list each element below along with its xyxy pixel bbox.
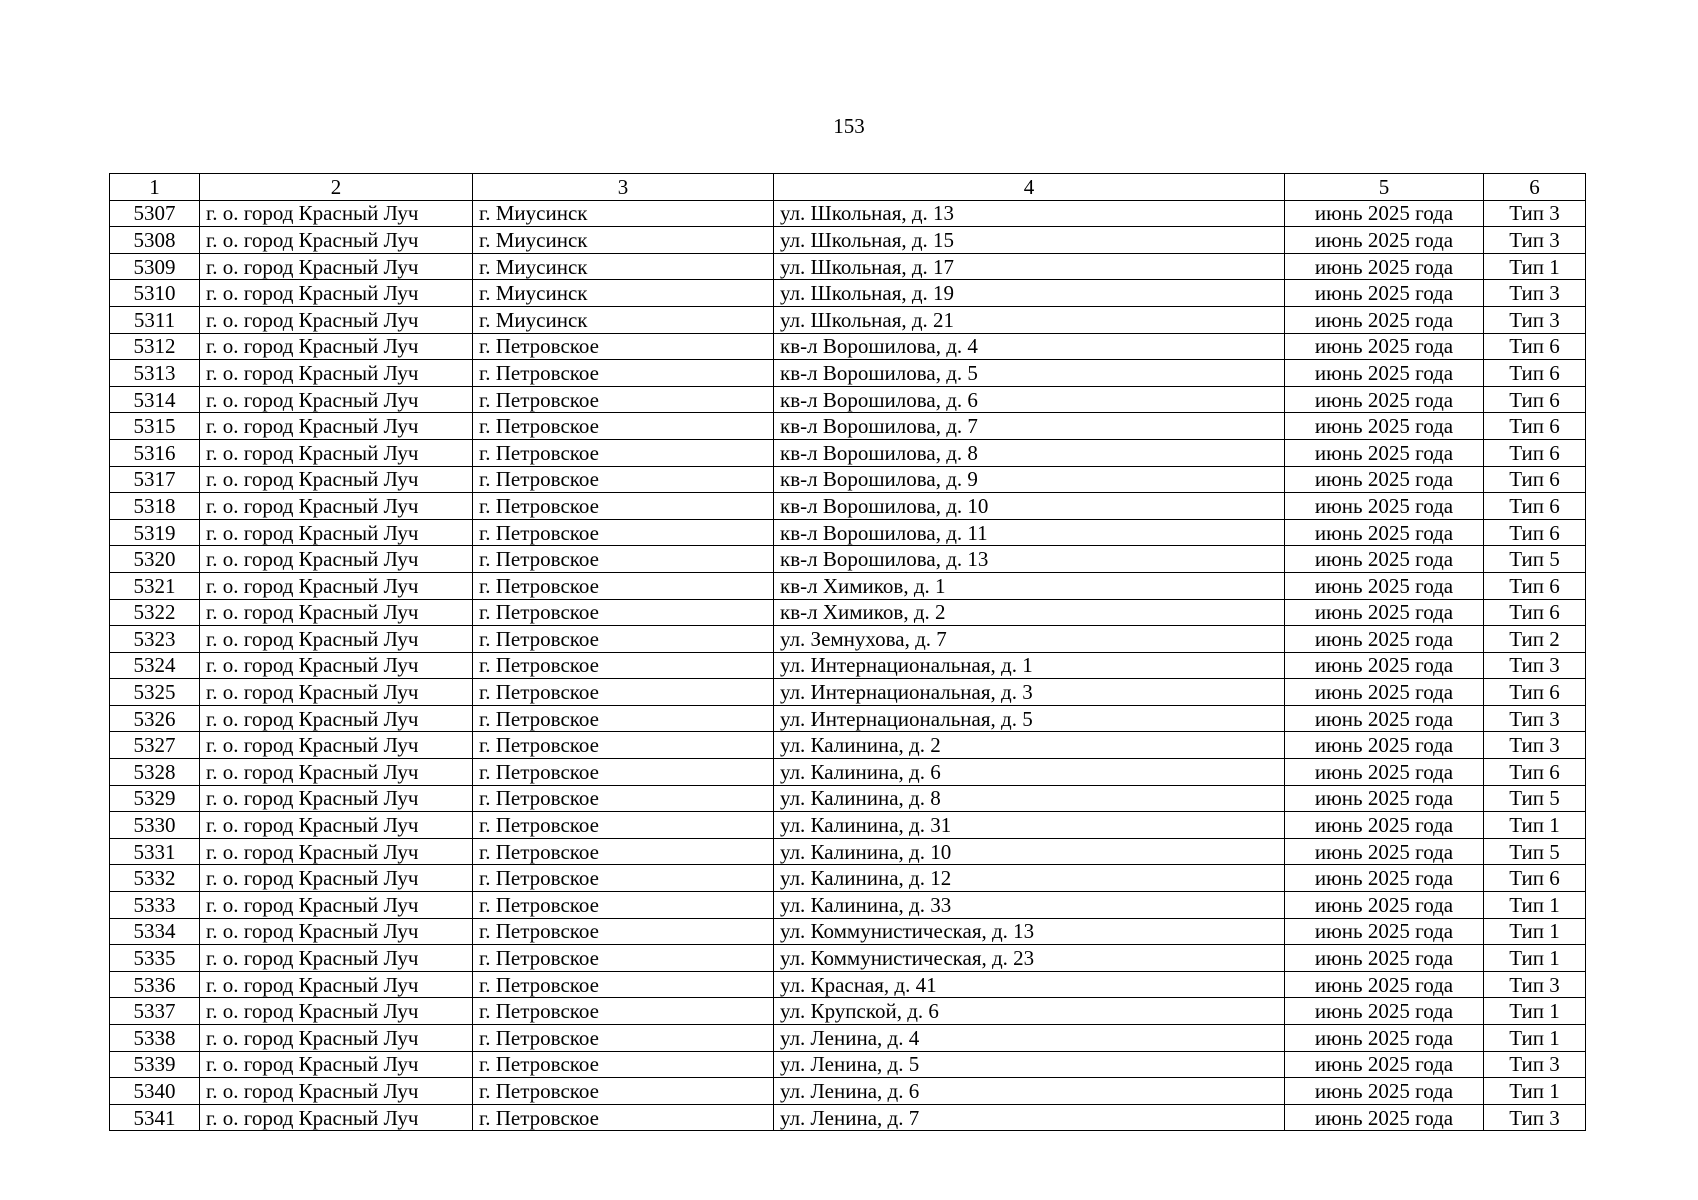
date-cell: июнь 2025 года bbox=[1285, 519, 1484, 546]
type-cell: Тип 3 bbox=[1484, 1104, 1586, 1131]
district-cell: г. о. город Красный Луч bbox=[200, 466, 473, 493]
district-cell: г. о. город Красный Луч bbox=[200, 892, 473, 919]
row-number-cell: 5333 bbox=[110, 892, 200, 919]
locality-cell: г. Петровское bbox=[473, 333, 774, 360]
address-cell: кв-л Химиков, д. 1 bbox=[774, 572, 1285, 599]
type-cell: Тип 1 bbox=[1484, 1078, 1586, 1105]
row-number-cell: 5324 bbox=[110, 652, 200, 679]
address-cell: ул. Калинина, д. 6 bbox=[774, 759, 1285, 786]
column-header-4: 4 bbox=[774, 174, 1285, 201]
type-cell: Тип 3 bbox=[1484, 1051, 1586, 1078]
address-cell: ул. Коммунистическая, д. 13 bbox=[774, 918, 1285, 945]
date-cell: июнь 2025 года bbox=[1285, 439, 1484, 466]
row-number-cell: 5329 bbox=[110, 785, 200, 812]
type-cell: Тип 6 bbox=[1484, 386, 1586, 413]
date-cell: июнь 2025 года bbox=[1285, 732, 1484, 759]
date-cell: июнь 2025 года bbox=[1285, 865, 1484, 892]
row-number-cell: 5341 bbox=[110, 1104, 200, 1131]
row-number-cell: 5323 bbox=[110, 626, 200, 653]
locality-cell: г. Миусинск bbox=[473, 227, 774, 254]
address-cell: ул. Калинина, д. 33 bbox=[774, 892, 1285, 919]
locality-cell: г. Миусинск bbox=[473, 306, 774, 333]
district-cell: г. о. город Красный Луч bbox=[200, 599, 473, 626]
row-number-cell: 5312 bbox=[110, 333, 200, 360]
type-cell: Тип 1 bbox=[1484, 892, 1586, 919]
date-cell: июнь 2025 года bbox=[1285, 812, 1484, 839]
district-cell: г. о. город Красный Луч bbox=[200, 679, 473, 706]
date-cell: июнь 2025 года bbox=[1285, 200, 1484, 227]
table-row bbox=[110, 333, 1586, 360]
type-cell: Тип 3 bbox=[1484, 306, 1586, 333]
header-row bbox=[110, 174, 1586, 201]
row-number-cell: 5336 bbox=[110, 971, 200, 998]
address-cell: кв-л Ворошилова, д. 11 bbox=[774, 519, 1285, 546]
date-cell: июнь 2025 года bbox=[1285, 652, 1484, 679]
row-number-cell: 5311 bbox=[110, 306, 200, 333]
locality-cell: г. Петровское bbox=[473, 1051, 774, 1078]
table-row bbox=[110, 945, 1586, 972]
locality-cell: г. Петровское bbox=[473, 732, 774, 759]
table-row bbox=[110, 652, 1586, 679]
locality-cell: г. Петровское bbox=[473, 519, 774, 546]
locality-cell: г. Петровское bbox=[473, 998, 774, 1025]
row-number-cell: 5332 bbox=[110, 865, 200, 892]
table-row bbox=[110, 360, 1586, 387]
district-cell: г. о. город Красный Луч bbox=[200, 253, 473, 280]
table-row bbox=[110, 865, 1586, 892]
address-cell: ул. Крупской, д. 6 bbox=[774, 998, 1285, 1025]
row-number-cell: 5328 bbox=[110, 759, 200, 786]
column-header-3: 3 bbox=[473, 174, 774, 201]
locality-cell: г. Петровское bbox=[473, 413, 774, 440]
locality-cell: г. Петровское bbox=[473, 1104, 774, 1131]
district-cell: г. о. город Красный Луч bbox=[200, 1104, 473, 1131]
table-row bbox=[110, 493, 1586, 520]
address-cell: кв-л Ворошилова, д. 10 bbox=[774, 493, 1285, 520]
address-cell: ул. Школьная, д. 17 bbox=[774, 253, 1285, 280]
row-number-cell: 5315 bbox=[110, 413, 200, 440]
date-cell: июнь 2025 года bbox=[1285, 971, 1484, 998]
type-cell: Тип 6 bbox=[1484, 493, 1586, 520]
row-number-cell: 5307 bbox=[110, 200, 200, 227]
district-cell: г. о. город Красный Луч bbox=[200, 838, 473, 865]
district-cell: г. о. город Красный Луч bbox=[200, 306, 473, 333]
address-cell: ул. Школьная, д. 15 bbox=[774, 227, 1285, 254]
date-cell: июнь 2025 года bbox=[1285, 386, 1484, 413]
date-cell: июнь 2025 года bbox=[1285, 1025, 1484, 1052]
district-cell: г. о. город Красный Луч bbox=[200, 1051, 473, 1078]
row-number-cell: 5316 bbox=[110, 439, 200, 466]
row-number-cell: 5314 bbox=[110, 386, 200, 413]
address-cell: ул. Интернациональная, д. 1 bbox=[774, 652, 1285, 679]
type-cell: Тип 6 bbox=[1484, 599, 1586, 626]
table-row bbox=[110, 1078, 1586, 1105]
row-number-cell: 5331 bbox=[110, 838, 200, 865]
type-cell: Тип 6 bbox=[1484, 439, 1586, 466]
type-cell: Тип 1 bbox=[1484, 945, 1586, 972]
address-cell: ул. Калинина, д. 31 bbox=[774, 812, 1285, 839]
row-number-cell: 5320 bbox=[110, 546, 200, 573]
locality-cell: г. Миусинск bbox=[473, 200, 774, 227]
locality-cell: г. Петровское bbox=[473, 759, 774, 786]
row-number-cell: 5313 bbox=[110, 360, 200, 387]
locality-cell: г. Петровское bbox=[473, 945, 774, 972]
address-cell: кв-л Ворошилова, д. 13 bbox=[774, 546, 1285, 573]
address-cell: ул. Ленина, д. 5 bbox=[774, 1051, 1285, 1078]
table-row bbox=[110, 227, 1586, 254]
district-cell: г. о. город Красный Луч bbox=[200, 439, 473, 466]
date-cell: июнь 2025 года bbox=[1285, 493, 1484, 520]
row-number-cell: 5335 bbox=[110, 945, 200, 972]
table-row bbox=[110, 439, 1586, 466]
locality-cell: г. Петровское bbox=[473, 493, 774, 520]
address-cell: ул. Школьная, д. 19 bbox=[774, 280, 1285, 307]
district-cell: г. о. город Красный Луч bbox=[200, 759, 473, 786]
type-cell: Тип 1 bbox=[1484, 918, 1586, 945]
table-row bbox=[110, 1051, 1586, 1078]
table-row bbox=[110, 705, 1586, 732]
table-row bbox=[110, 918, 1586, 945]
row-number-cell: 5325 bbox=[110, 679, 200, 706]
locality-cell: г. Петровское bbox=[473, 626, 774, 653]
district-cell: г. о. город Красный Луч bbox=[200, 360, 473, 387]
district-cell: г. о. город Красный Луч bbox=[200, 785, 473, 812]
table-row bbox=[110, 785, 1586, 812]
page-number: 153 bbox=[833, 114, 865, 138]
address-cell: ул. Калинина, д. 8 bbox=[774, 785, 1285, 812]
row-number-cell: 5338 bbox=[110, 1025, 200, 1052]
locality-cell: г. Петровское bbox=[473, 838, 774, 865]
date-cell: июнь 2025 года bbox=[1285, 838, 1484, 865]
locality-cell: г. Петровское bbox=[473, 572, 774, 599]
district-cell: г. о. город Красный Луч bbox=[200, 280, 473, 307]
type-cell: Тип 5 bbox=[1484, 785, 1586, 812]
district-cell: г. о. город Красный Луч bbox=[200, 200, 473, 227]
address-cell: ул. Калинина, д. 12 bbox=[774, 865, 1285, 892]
type-cell: Тип 6 bbox=[1484, 572, 1586, 599]
column-header-2: 2 bbox=[200, 174, 473, 201]
date-cell: июнь 2025 года bbox=[1285, 599, 1484, 626]
type-cell: Тип 3 bbox=[1484, 971, 1586, 998]
locality-cell: г. Петровское bbox=[473, 812, 774, 839]
row-number-cell: 5337 bbox=[110, 998, 200, 1025]
locality-cell: г. Петровское bbox=[473, 439, 774, 466]
row-number-cell: 5310 bbox=[110, 280, 200, 307]
locality-cell: г. Петровское bbox=[473, 1078, 774, 1105]
district-cell: г. о. город Красный Луч bbox=[200, 652, 473, 679]
date-cell: июнь 2025 года bbox=[1285, 466, 1484, 493]
district-cell: г. о. город Красный Луч bbox=[200, 413, 473, 440]
locality-cell: г. Миусинск bbox=[473, 253, 774, 280]
locality-cell: г. Петровское bbox=[473, 599, 774, 626]
address-cell: кв-л Ворошилова, д. 8 bbox=[774, 439, 1285, 466]
address-cell: ул. Красная, д. 41 bbox=[774, 971, 1285, 998]
date-cell: июнь 2025 года bbox=[1285, 572, 1484, 599]
district-cell: г. о. город Красный Луч bbox=[200, 386, 473, 413]
date-cell: июнь 2025 года bbox=[1285, 306, 1484, 333]
district-cell: г. о. город Красный Луч bbox=[200, 546, 473, 573]
address-cell: ул. Интернациональная, д. 3 bbox=[774, 679, 1285, 706]
address-cell: ул. Ленина, д. 6 bbox=[774, 1078, 1285, 1105]
address-cell: ул. Коммунистическая, д. 23 bbox=[774, 945, 1285, 972]
district-cell: г. о. город Красный Луч bbox=[200, 333, 473, 360]
district-cell: г. о. город Красный Луч bbox=[200, 227, 473, 254]
column-header-5: 5 bbox=[1285, 174, 1484, 201]
type-cell: Тип 5 bbox=[1484, 838, 1586, 865]
address-cell: кв-л Ворошилова, д. 5 bbox=[774, 360, 1285, 387]
date-cell: июнь 2025 года bbox=[1285, 1078, 1484, 1105]
type-cell: Тип 2 bbox=[1484, 626, 1586, 653]
district-cell: г. о. город Красный Луч bbox=[200, 812, 473, 839]
schedule-table bbox=[109, 173, 1586, 1131]
row-number-cell: 5308 bbox=[110, 227, 200, 254]
locality-cell: г. Миусинск bbox=[473, 280, 774, 307]
table-row bbox=[110, 280, 1586, 307]
row-number-cell: 5321 bbox=[110, 572, 200, 599]
address-cell: ул. Школьная, д. 21 bbox=[774, 306, 1285, 333]
type-cell: Тип 1 bbox=[1484, 812, 1586, 839]
date-cell: июнь 2025 года bbox=[1285, 892, 1484, 919]
date-cell: июнь 2025 года bbox=[1285, 998, 1484, 1025]
table-row bbox=[110, 998, 1586, 1025]
type-cell: Тип 6 bbox=[1484, 360, 1586, 387]
date-cell: июнь 2025 года bbox=[1285, 360, 1484, 387]
table-row bbox=[110, 892, 1586, 919]
district-cell: г. о. город Красный Луч bbox=[200, 732, 473, 759]
district-cell: г. о. город Красный Луч bbox=[200, 1078, 473, 1105]
address-cell: ул. Калинина, д. 2 bbox=[774, 732, 1285, 759]
table-body bbox=[110, 200, 1586, 1131]
type-cell: Тип 3 bbox=[1484, 280, 1586, 307]
type-cell: Тип 3 bbox=[1484, 227, 1586, 254]
date-cell: июнь 2025 года bbox=[1285, 1051, 1484, 1078]
table-row bbox=[110, 679, 1586, 706]
table-row bbox=[110, 519, 1586, 546]
table-row bbox=[110, 306, 1586, 333]
row-number-cell: 5339 bbox=[110, 1051, 200, 1078]
table-row bbox=[110, 838, 1586, 865]
table-row bbox=[110, 413, 1586, 440]
column-header-6: 6 bbox=[1484, 174, 1586, 201]
row-number-cell: 5340 bbox=[110, 1078, 200, 1105]
table-row bbox=[110, 546, 1586, 573]
type-cell: Тип 6 bbox=[1484, 519, 1586, 546]
locality-cell: г. Петровское bbox=[473, 971, 774, 998]
address-cell: ул. Земнухова, д. 7 bbox=[774, 626, 1285, 653]
locality-cell: г. Петровское bbox=[473, 466, 774, 493]
date-cell: июнь 2025 года bbox=[1285, 1104, 1484, 1131]
address-cell: кв-л Ворошилова, д. 6 bbox=[774, 386, 1285, 413]
date-cell: июнь 2025 года bbox=[1285, 679, 1484, 706]
district-cell: г. о. город Красный Луч bbox=[200, 865, 473, 892]
locality-cell: г. Петровское bbox=[473, 546, 774, 573]
type-cell: Тип 3 bbox=[1484, 200, 1586, 227]
row-number-cell: 5334 bbox=[110, 918, 200, 945]
type-cell: Тип 1 bbox=[1484, 1025, 1586, 1052]
table-row bbox=[110, 759, 1586, 786]
type-cell: Тип 3 bbox=[1484, 732, 1586, 759]
table-row bbox=[110, 626, 1586, 653]
district-cell: г. о. город Красный Луч bbox=[200, 998, 473, 1025]
locality-cell: г. Петровское bbox=[473, 652, 774, 679]
date-cell: июнь 2025 года bbox=[1285, 546, 1484, 573]
district-cell: г. о. город Красный Луч bbox=[200, 918, 473, 945]
table-row bbox=[110, 386, 1586, 413]
locality-cell: г. Петровское bbox=[473, 386, 774, 413]
locality-cell: г. Петровское bbox=[473, 705, 774, 732]
table-row bbox=[110, 812, 1586, 839]
district-cell: г. о. город Красный Луч bbox=[200, 945, 473, 972]
table-row bbox=[110, 971, 1586, 998]
table-row bbox=[110, 572, 1586, 599]
address-cell: ул. Интернациональная, д. 5 bbox=[774, 705, 1285, 732]
district-cell: г. о. город Красный Луч bbox=[200, 519, 473, 546]
table-row bbox=[110, 466, 1586, 493]
locality-cell: г. Петровское bbox=[473, 360, 774, 387]
type-cell: Тип 6 bbox=[1484, 413, 1586, 440]
row-number-cell: 5317 bbox=[110, 466, 200, 493]
table-header bbox=[110, 174, 1586, 201]
type-cell: Тип 6 bbox=[1484, 759, 1586, 786]
address-cell: ул. Калинина, д. 10 bbox=[774, 838, 1285, 865]
locality-cell: г. Петровское bbox=[473, 865, 774, 892]
district-cell: г. о. город Красный Луч bbox=[200, 626, 473, 653]
date-cell: июнь 2025 года bbox=[1285, 918, 1484, 945]
address-cell: кв-л Ворошилова, д. 7 bbox=[774, 413, 1285, 440]
address-cell: ул. Ленина, д. 4 bbox=[774, 1025, 1285, 1052]
date-cell: июнь 2025 года bbox=[1285, 759, 1484, 786]
type-cell: Тип 3 bbox=[1484, 705, 1586, 732]
address-cell: кв-л Ворошилова, д. 4 bbox=[774, 333, 1285, 360]
type-cell: Тип 1 bbox=[1484, 998, 1586, 1025]
type-cell: Тип 3 bbox=[1484, 652, 1586, 679]
row-number-cell: 5327 bbox=[110, 732, 200, 759]
date-cell: июнь 2025 года bbox=[1285, 626, 1484, 653]
type-cell: Тип 6 bbox=[1484, 466, 1586, 493]
row-number-cell: 5318 bbox=[110, 493, 200, 520]
date-cell: июнь 2025 года bbox=[1285, 785, 1484, 812]
table-row bbox=[110, 253, 1586, 280]
address-cell: ул. Школьная, д. 13 bbox=[774, 200, 1285, 227]
locality-cell: г. Петровское bbox=[473, 785, 774, 812]
district-cell: г. о. город Красный Луч bbox=[200, 1025, 473, 1052]
date-cell: июнь 2025 года bbox=[1285, 227, 1484, 254]
address-cell: ул. Ленина, д. 7 bbox=[774, 1104, 1285, 1131]
type-cell: Тип 6 bbox=[1484, 865, 1586, 892]
district-cell: г. о. город Красный Луч bbox=[200, 971, 473, 998]
address-cell: кв-л Ворошилова, д. 9 bbox=[774, 466, 1285, 493]
table-row bbox=[110, 1025, 1586, 1052]
column-header-1: 1 bbox=[110, 174, 200, 201]
type-cell: Тип 6 bbox=[1484, 333, 1586, 360]
type-cell: Тип 5 bbox=[1484, 546, 1586, 573]
date-cell: июнь 2025 года bbox=[1285, 413, 1484, 440]
address-cell: кв-л Химиков, д. 2 bbox=[774, 599, 1285, 626]
date-cell: июнь 2025 года bbox=[1285, 705, 1484, 732]
table-row bbox=[110, 599, 1586, 626]
locality-cell: г. Петровское bbox=[473, 679, 774, 706]
row-number-cell: 5326 bbox=[110, 705, 200, 732]
district-cell: г. о. город Красный Луч bbox=[200, 493, 473, 520]
date-cell: июнь 2025 года bbox=[1285, 945, 1484, 972]
locality-cell: г. Петровское bbox=[473, 918, 774, 945]
row-number-cell: 5322 bbox=[110, 599, 200, 626]
date-cell: июнь 2025 года bbox=[1285, 333, 1484, 360]
district-cell: г. о. город Красный Луч bbox=[200, 705, 473, 732]
table-row bbox=[110, 732, 1586, 759]
row-number-cell: 5330 bbox=[110, 812, 200, 839]
type-cell: Тип 1 bbox=[1484, 253, 1586, 280]
table-row bbox=[110, 200, 1586, 227]
row-number-cell: 5309 bbox=[110, 253, 200, 280]
type-cell: Тип 6 bbox=[1484, 679, 1586, 706]
table-row bbox=[110, 1104, 1586, 1131]
date-cell: июнь 2025 года bbox=[1285, 253, 1484, 280]
district-cell: г. о. город Красный Луч bbox=[200, 572, 473, 599]
row-number-cell: 5319 bbox=[110, 519, 200, 546]
locality-cell: г. Петровское bbox=[473, 892, 774, 919]
locality-cell: г. Петровское bbox=[473, 1025, 774, 1052]
date-cell: июнь 2025 года bbox=[1285, 280, 1484, 307]
